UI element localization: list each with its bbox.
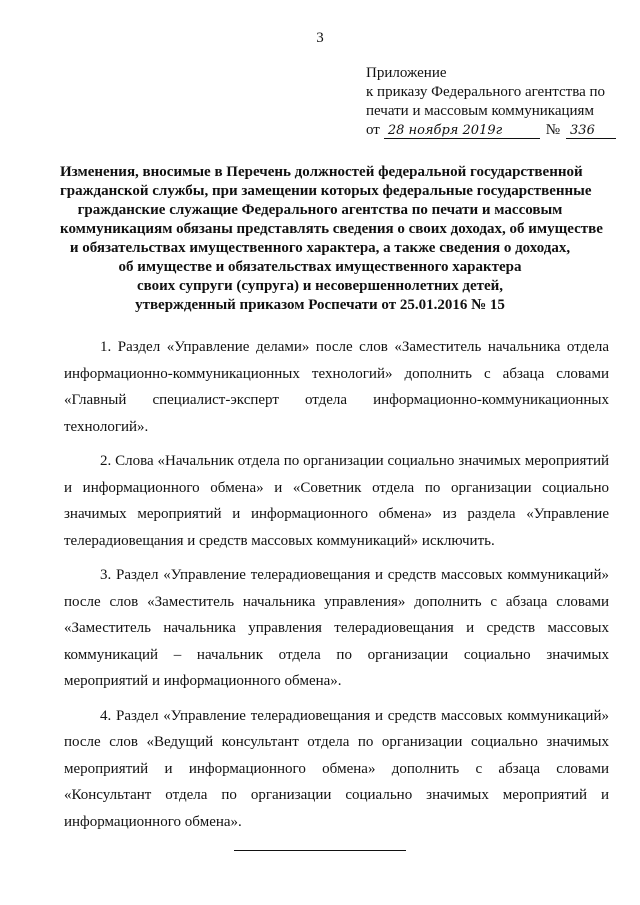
title-line: и обязательствах имущественного характера, а также сведения о доходах, [69, 240, 571, 256]
title-line: гражданские служащие Федерального агентства по печати и массовым [77, 202, 563, 218]
appendix-agency-name: печати и массовым коммуникациям [366, 103, 594, 119]
title-line: своих супруги (супруга) и несовершеннолетних детей, [136, 278, 504, 294]
document-body [64, 334, 609, 843]
paragraph-3: 3. Раздел «Управление телерадиовещания и средств массовых коммуникаций» после слов «Заместитель начальника управления» дополнить с абзаца словами «Заместитель начальника управления телерадиовещания и средств массовых коммуникаций – начальник отдела по организации социально значимых мероприятий и информационного обмена». [64, 567, 609, 689]
paragraph-2: 2. Слова «Начальник отдела по организации социально значимых мероприятий и информационного обмена» и «Советник отдела по организации социально значимых мероприятий и информационного обмена» из раздела «Управление телерадиовещания и средств массовых коммуникаций» исключить. [64, 453, 609, 549]
title-line: об имуществе и обязательствах имущественного характера [118, 259, 522, 275]
title-line: утвержденный приказом Роспечати от 25.01.2016 № 15 [135, 297, 505, 313]
page-number: 3 [316, 30, 324, 46]
footer-divider [234, 850, 406, 851]
document-title [60, 163, 603, 315]
appendix-block [366, 64, 616, 140]
appendix-heading: Приложение [366, 65, 447, 81]
handwritten-number: 336 [566, 123, 616, 139]
title-line: коммуникациям обязаны представлять сведения о своих доходах, об имуществе [60, 221, 603, 237]
handwritten-date: 28 ноября 2019г [384, 123, 540, 139]
paragraph-1: 1. Раздел «Управление делами» после слов «Заместитель начальника отдела информационно-коммуникационных технологий» дополнить с абзаца словами «Главный специалист-эксперт отдела информационно-коммуникационных технологий». [64, 339, 609, 435]
title-line: гражданской службы, при замещении которых федеральные государственные [60, 183, 592, 199]
from-label: от [366, 122, 380, 138]
number-label: № [545, 122, 561, 138]
paragraph-4: 4. Раздел «Управление телерадиовещания и средств массовых коммуникаций» после слов «Ведущий консультант отдела по организации социально значимых мероприятий и информационного обмена» дополнить с абзаца словами «Консультант отдела по организации социально значимых мероприятий и информационного обмена». [64, 707, 609, 830]
title-line: Изменения, вносимые в Перечень должностей федеральной государственной [60, 164, 583, 180]
appendix-order-ref: к приказу Федерального агентства по [366, 84, 606, 100]
appendix-date-line [366, 121, 616, 140]
